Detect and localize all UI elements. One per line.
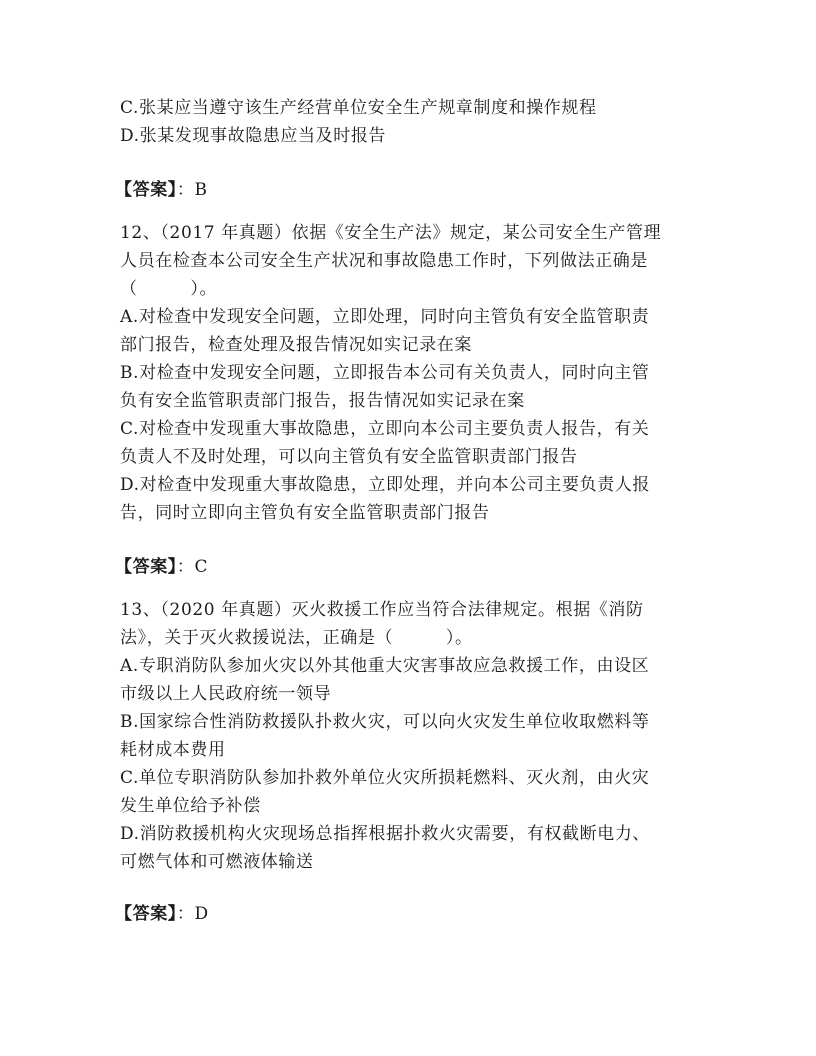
- q13-option-a-line-2: 市级以上人民政府统一领导: [120, 684, 332, 704]
- q13-stem-line-1: 13、（2020 年真题）灭火救援工作应当符合法律规定。根据《消防: [120, 600, 644, 620]
- answer-label: 【答案】: [115, 557, 177, 577]
- answer-label: 【答案】: [115, 904, 177, 924]
- answer-value: C: [194, 557, 209, 577]
- q12-option-c-line-2: 负责人不及时处理，可以向主管负有安全监管职责部门报告: [120, 447, 578, 467]
- q12-option-b-line-2: 负有安全监管职责部门报告，报告情况如实记录在案: [120, 391, 525, 411]
- answer-separator: ：: [176, 904, 195, 924]
- q12-stem-line-3: （ ）。: [120, 279, 218, 299]
- q13-option-c-line-2: 发生单位给予补偿: [120, 796, 261, 816]
- answer-value: B: [194, 180, 208, 200]
- q13-option-a-line-1: A.专职消防队参加火灾以外其他重大灾害事故应急救援工作，由设区: [120, 656, 650, 676]
- q12-stem-line-2: 人员在检查本公司安全生产状况和事故隐患工作时，下列做法正确是: [120, 251, 648, 271]
- q13-answer: [115, 900, 209, 928]
- answer-separator: ：: [176, 180, 195, 200]
- q12-option-d-line-2: 告，同时立即向主管负有安全监管职责部门报告: [120, 503, 490, 523]
- q12-option-d-line-1: D.对检查中发现重大事故隐患，立即处理，并向本公司主要负责人报: [120, 475, 651, 495]
- q13-option-c-line-1: C.单位专职消防队参加扑救外单位火灾所损耗燃料、灭火剂，由火灾: [120, 768, 650, 788]
- q12-stem-line-1: 12、（2017 年真题）依据《安全生产法》规定，某公司安全生产管理: [120, 223, 662, 243]
- q11-option-d: D.张某发现事故隐患应当及时报告: [120, 126, 387, 146]
- q13-option-d-line-1: D.消防救援机构火灾现场总指挥根据扑救火灾需要，有权截断电力、: [120, 824, 651, 844]
- answer-value: D: [194, 904, 209, 924]
- answer-label: 【答案】: [115, 180, 177, 200]
- q12-option-a-line-1: A.对检查中发现安全问题，立即处理，同时向主管负有安全监管职责: [120, 307, 650, 327]
- q13-option-b-line-1: B.国家综合性消防救援队扑救火灾，可以向火灾发生单位收取燃料等: [120, 712, 650, 732]
- q12-answer: [115, 553, 208, 581]
- q12-option-c-line-1: C.对检查中发现重大事故隐患，立即向本公司主要负责人报告，有关: [120, 419, 650, 439]
- answer-separator: ：: [176, 557, 195, 577]
- q12-option-a-line-2: 部门报告，检查处理及报告情况如实记录在案: [120, 335, 472, 355]
- q11-option-c: C.张某应当遵守该生产经营单位安全生产规章制度和操作规程: [120, 98, 597, 118]
- q13-stem-line-2: 法》，关于灭火救援说法，正确是（ ）。: [120, 628, 473, 648]
- q13-option-d-line-2: 可燃气体和可燃液体输送: [120, 852, 314, 872]
- q11-answer: [115, 176, 208, 204]
- q13-option-b-line-2: 耗材成本费用: [120, 740, 226, 760]
- q12-option-b-line-1: B.对检查中发现安全问题，立即报告本公司有关负责人，同时向主管: [120, 363, 650, 383]
